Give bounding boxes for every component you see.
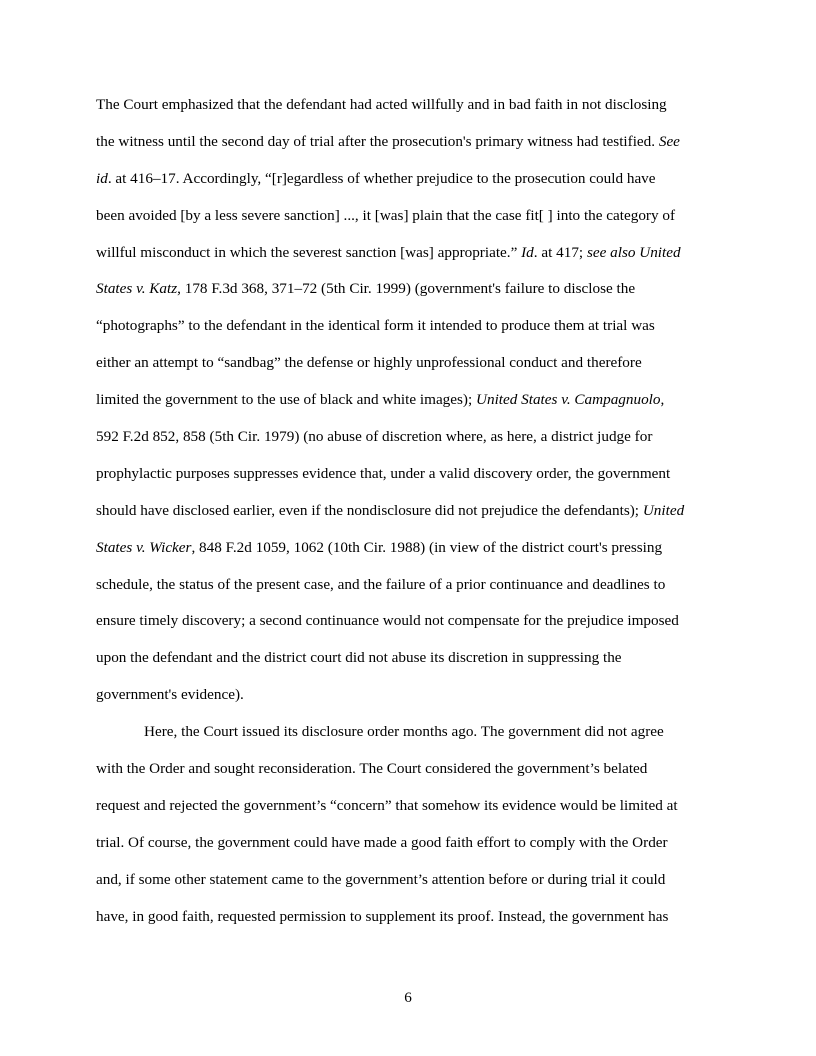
text-line: schedule, the status of the present case, and the failure of a prior continuance and deadlines to xyxy=(96,575,666,593)
body-text xyxy=(96,93,736,941)
text-line: request and rejected the government’s “concern” that somehow its evidence would be limited at xyxy=(96,796,678,814)
text-line: been avoided [by a less severe sanction] ..., it [was] plain that the case fit[ ] into the category of xyxy=(96,206,676,224)
text-line: The Court emphasized that the defendant had acted willfully and in bad faith in not disclosing xyxy=(96,96,667,113)
text-line: States v. Wicker, 848 F.2d 1059, 1062 (10th Cir. 1988) (in view of the district court's pressing xyxy=(96,538,663,556)
text-line: the witness until the second day of trial after the prosecution's primary witness had testified. See xyxy=(96,132,680,150)
text-line: trial. Of course, the government could have made a good faith effort to comply with the Order xyxy=(96,833,668,851)
text-line: “photographs” to the defendant in the identical form it intended to produce them at trial was xyxy=(96,317,655,335)
page-number: 6 xyxy=(404,989,412,1006)
text-line: upon the defendant and the district court did not abuse its discretion in suppressing the xyxy=(96,649,622,667)
text-line: id. at 416–17. Accordingly, “[r]egardless of whether prejudice to the prosecution could have xyxy=(96,169,656,187)
text-line: limited the government to the use of black and white images); United States v. Campagnuolo, xyxy=(96,391,665,409)
text-line: either an attempt to “sandbag” the defense or highly unprofessional conduct and therefore xyxy=(96,354,642,372)
text-line: should have disclosed earlier, even if the nondisclosure did not prejudice the defendants); United xyxy=(96,501,685,519)
text-line: States v. Katz, 178 F.3d 368, 371–72 (5th Cir. 1999) (government's failure to disclose the xyxy=(96,280,636,298)
text-line: Here, the Court issued its disclosure order months ago. The government did not agree xyxy=(144,723,664,741)
text-line: 592 F.2d 852, 858 (5th Cir. 1979) (no abuse of discretion where, as here, a district judge for xyxy=(96,428,653,446)
text-line: with the Order and sought reconsideration. The Court considered the government’s belated xyxy=(96,760,648,778)
text-line: ensure timely discovery; a second continuance would not compensate for the prejudice imposed xyxy=(96,612,679,630)
text-line: government's evidence). xyxy=(96,686,244,704)
text-line: prophylactic purposes suppresses evidence that, under a valid discovery order, the government xyxy=(96,464,671,482)
text-line: have, in good faith, requested permission to supplement its proof. Instead, the government has xyxy=(96,907,669,925)
text-line: and, if some other statement came to the government’s attention before or during trial it could xyxy=(96,870,666,888)
text-line: willful misconduct in which the severest sanction [was] appropriate.” Id. at 417; see also United xyxy=(96,243,681,261)
